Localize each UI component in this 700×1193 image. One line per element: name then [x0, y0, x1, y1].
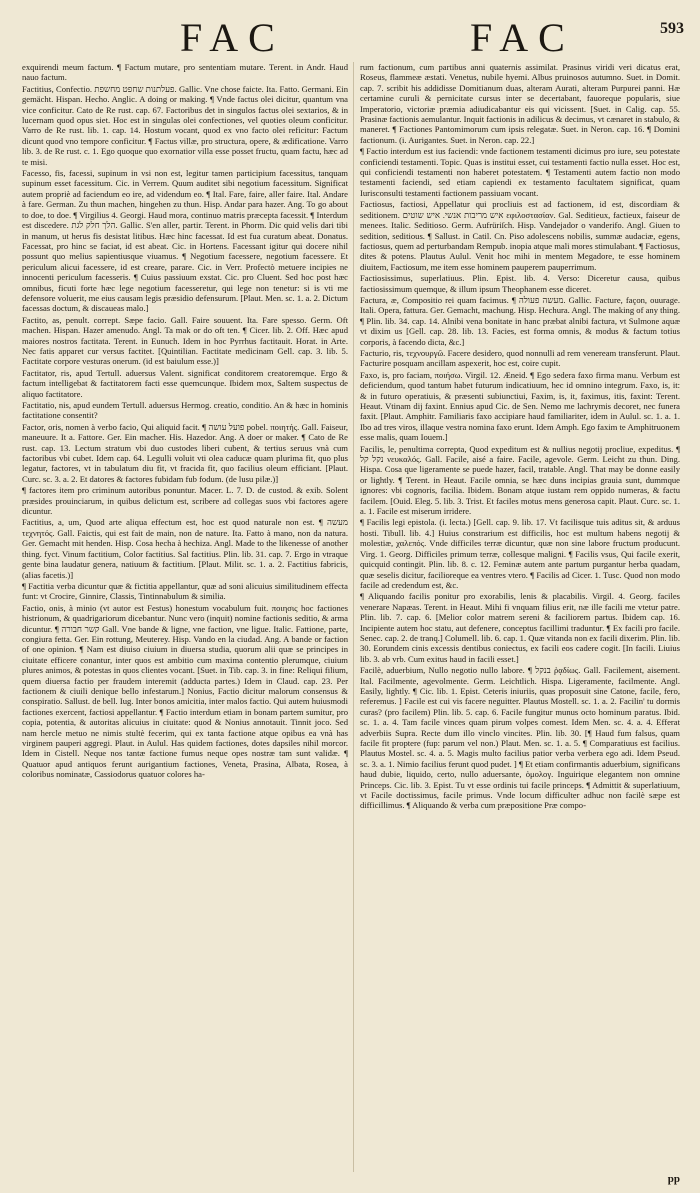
column-right	[360, 62, 680, 1172]
entry-paragraph: Facesso, fis, facessi, supinum in vsi non est, legitur tamen participium facessitus, tanquam supinum esset facessitum. Cic. in Verrem. Quum auditet sibi negotium facessitum. Significat autem propriè ad faciendum eo ire, ad videndum eo. ¶ Ital. Fare, faire, aller faire. Ital. Andare à fare. German. Zu thun machen, hingehen zu thun. Hisp. Andar para hazer. Ang. To go about to doe, to doe. ¶ Virgilius 4. Georgi. Haud mora, continuo matris præcepta facessit. ¶ Interdum est discedere. הלך חלק לגת. Gallic. S'en aller, partir. Terent. in Phorm. Dic quid velis dari tibi in manum, ut herus fis desistat litibus. Hæc hinc facessat. Id est fua curatum abeat. Donatus. Facessat, pro hinc se faciat, id est abeat. Cic. in Hortens. Facessant igitur qui docere nihil possunt quo melius sapientiusque viuamus. ¶ Negotium facessere, negotium facessere. Et periculum alicui facessere, id est creare, parare. Cic. in Verr. Profectò metuere incipies ne innocenti periculum facesseris. ¶ Cuius passiuum exstat. Cic. pro Cluent. Sed hoc post hæc omnibus, ficuti forte hæc lege negotium facesseretur, qui lege non tenetur: si is vti me defensore voluerit, me eius causam legis præsidio defensurum. [Plaut. Men. sc. 1. a. 2. Dictum facessas doctum, & discaueas malo.]	[22, 168, 348, 314]
page-number: 593	[660, 20, 684, 37]
entry-paragraph: Factitius, a, um, Quod arte aliqua effectum est, hoc est quod naturale non est. ¶ מעשה τεχνητός. Gall. Faictis, qui est fait de main, non de nature. Ita. Fatto à mano, non da natura. Ger. Gemacht mit henden. Hisp. Cosa hecha à hechiza. Angl. Made to the likenesse of another thing. fyct. Vinum factitium, Color factitius. Sal factitius. Plin. lib. 31. cap. 7. Ergo in vtraque gente bina laudatur genera, natiuum & factitium. [Plaut. Milit. sc. 1. a. 2. Factitius fabricis, (alias facetis.)]	[22, 517, 348, 580]
column-gutter	[353, 62, 354, 1172]
entry-paragraph: Facilè, aduerbium, Nullo negotio nullo labore. ¶ בנקל ῥᾳδίως. Gall. Facilement, aisement. Ital. Facilmente, agevolmente. Germ. Leichtlich. Hispa. Ligeramente, facilmente. Angl. Easily, lightly. ¶ Cic. lib. 1. Epist. Ceteris iniuriis, quas proposuit sine Catone, facile, fero, referemus. ] Facile est cui vis facere neguitter. Plautus Mostell. sc. 1. a. 2. Facilin' tu dormis curas? (pro facilem) Plin. lib. 5. cap. 6. Facile fungitur munus octo hominum paratus. Ibid. sc. 1. a. 4. Tam facile vinces quam pirum volpes comest. Idem Men. sc. 4. a. 4. Efferat adverbiis Supra. Recte dum illo vinclo vincites. Plin. lib. 30. [¶ Haud fum falsus, quam facile fit proptere (fup: parum vel non.) Plaut. Men. sc. 1. a. 5. ¶ Comparatiuus est facilius. Plautus Mostel. sc. 4. a. 5. Magis multo facilius patior verba verbera ego adi. Idem Pseud. sc. 3. a. 1. Nimio facilius ferunt quod pudet. ] ¶ Et etiam confirmantis aduerbium, significans haud dubie, liquido, certo, nullo aduersante, ὁμολογ. Inguirique elegantem non omnine Princeps. Cic. lib. 3. Epist. Tu vt esse ordinis tui facile princeps. ¶ Admittit & superlatiuum, vt Facile doctissimus, facile primus. Vnde locum difficulter adhuc non facilè sæpe est difficillimus. ¶ Aliquando & verba cum præpositione Præ compo-	[360, 665, 680, 811]
entry-paragraph: Factito, as, penult. corrept. Sæpe facio. Gall. Faire souuent. Ita. Fare spesso. Germ. Oft machen. Hispan. Hazer amenudo. Angl. Ta mak or do oft ten. ¶ Cicer. lib. 2. Off. Hæc apud maiores nostros factitata. Terent. in Eunuch. Idem in hoc Pyrrhus factitauit. Horat. in Arte. Nec fatis apparet cur versus factitet. [Quintilian. Factitate medicinam Gell. cap. 3. lib. 5. Factitate corpore vesturas onerum. (id est baiulum esse.)]	[22, 314, 348, 367]
entry-paragraph: Factitator, ris, apud Tertull. aduersus Valent. significat conditorem creatoremque. Ergo & factum intelligebat & factitatorem facti esse quemcunque. Ibidem mox, Saltem suspectus de aliquo factitatore.	[22, 367, 348, 399]
entry-paragraph: Factiosus, factiosi, Appellatur qui procliuis est ad factionem, id est, discordiam & seditionem. איש מריבות אנשי. איש שוטים εφιλοστασίαν. Gal. Seditieux, factieux, faiseur de menees. Italic. Seditioso. Germ. Aufrüriſch. Hisp. Vandejador o vanderifo. Angl. Giuen to sedition, seditious. ¶ Sallust. in Catil. Cn. Piso adolescens nobilis, summæ audaciæ, egens, factiosus, quem ad perturbandam Rempub. inopia atque mali mores stimulabant. ¶ Factiosus, dites & potens. Plautus Aulul. Venit hoc mihi in mentem Megadore, te esse hominem diuitem, Factiosum, me item esse hominem pauperem pauperrimum.	[360, 199, 680, 272]
entry-paragraph: Factiosissimus, superlatiuus. Plin. Epist. lib. 4. Verso: Diceretur causa, quibus factiosissimum quemque, & illum ipsum Theophanem esse diceret.	[360, 273, 680, 294]
entry-paragraph: Facturio, ris, τεχνουργῶ. Facere desidero, quod nonnulli ad rem veneream transferunt. Plaut. Facturire posquam ancillam aspexerit, hoc est, coire cupit.	[360, 347, 680, 369]
entry-paragraph: ¶ Factio interdum est ius faciendi: vnde factionem testamenti dicimus pro iure, seu potestate conficiendi testamenti. Topic. Quas is institui esset, cui testamenti factio nulla esset. Hoc est, qui conficiendi testamenti non haberet potestatem. ¶ Testamenti autem factio non modo testamenti faciendi, sed etiam capiendi ex testamento facultatem significat, quam Iurisconsulti testamenti factionem passiuam vocant.	[360, 146, 680, 198]
entry-paragraph: Factor, oris, nomen à verbo facio, Qui aliquid facit. ¶ פועל עושה pobel. ποιητής. Gall. Faiseur, maneuure. It a. Fattore. Ger. Ein macher. His. Hazedor. Ang. A doer or maker. ¶ Cato de Re rust. cap. 13. Lectum stratum vbi duo custodes liberi cubent, & tertius seruus vnà cum factoribus vbi cubet. Idem cap. 64. Legulli voluit vti olea caducæ quam plurima fit, quo plus legatur, factores, vt in tabulatum diu fit, vt fracida fit, quo facilius oleum efficiant. [Plaut. Curc. sc. 3. a. 2. Et datores & factores fubidam fub fodum. (de lusu pilæ.)]	[22, 421, 348, 484]
entry-paragraph: exquirendi meum factum. ¶ Factum mutare, pro sententiam mutare. Terent. in Andr. Haud nauo factum.	[22, 62, 348, 83]
entry-paragraph: ¶ Facilis legi epistola. (i. lecta.) [Gell. cap. 9. lib. 17. Vt facilisque tuis aditus sit, & arduus hosti. Tibull. lib. 4.] Huius constrarium est difficilis, hoc est multum habens negotij & molestiæ, χαλεπός. Vnde difficiles terræ dicuntur, quæ non sine labore fructum producunt. Virg. 1. Georg. Difficiles primum terræ, collesque maligni. ¶ Facilis vsus, Qui facile exerit, quicquid contingit. Plin. lib. 8. c. 12. Feminæ autem ante partum purgantur herba quadam, quæ seselis dicitur, facilioreque ea ventres vtero. ¶ Facilis ad Cicer. 1. Tusc. Quod non modo facile ad credendum est, &c.	[360, 517, 680, 590]
entry-paragraph: Factura, æ, Compositio rei quam facimus. ¶ מעשה פעולה. Gallic. Facture, façon, ouurage. Itali. Opera, fattura. Ger. Gemacht, machung. Hisp. Hechura. Angl. The making of any thing. ¶ Plin. lib. 34. cap. 14. Alnibi vena bonitate in hanc præbat alnibi factura, vt Sulmone aquæ vt dixim us [Gell. cap. 28. lib. 13. Facies, est forma omnis, & modus & factum totius corporis, à facendo dicta, &c.]	[360, 294, 680, 347]
running-head-left: FAC	[180, 15, 285, 60]
entry-paragraph: Factitius, Confectio. פעלתנות שחפט מחשפת. Gallic. Vne chose faicte. Ita. Fatto. Germani. Ein gemächt. Hispan. Hecho. Anglic. A doing or making. ¶ Vnde factus olei dicitur, quantum vna vice conficitur. Cato de Re rust. cap. 67. Factoribus det in singulos factus olei sextarios, & in lucernam quod opus siet. Hoc est in singulas olei confectiones, vel quoties oleum conficitur. Varro de Re rust. lib. 1. cap. 14. Hostum vocant, quod ex vno facto olei reficitur: Factum dicunt quod vno tempore conficitur. ¶ Factus villæ, pro structura, opere, & ædificatione. Varro lib. 3. de Re rust. c. 1. Ego quoque quo exornatior villa esse posset fructu, quam factu, hæc ad te misi.	[22, 83, 348, 167]
signature-mark: pp	[667, 1173, 680, 1185]
entry-paragraph: rum factionum, cum partibus anni quaternis assimilat. Prasinus viridi veri dicatus erat, Roseus, flammeæ æstati. Venetus, nubile hyemi. Albus pruinosos autumno. Suet. in Domit. cap. 7. scribit his addidisse Domitianum duas, alteram Aurati, alteram Purpurei panni. Hæ certamine curuli & pernicitate cursus inter se decertabant, fauoreque popularis, siue Imperatorio, victoriæ præmia adiudicabantur eis qui vicissent. [Suet. in Calig. cap. 55. Prasinæ factionis aemulantur. Inquit factionis in adilicus & decimus, vt cænaret in stabulo, & maneret. ¶ Factiones Pantomimorum cum ipsis relegatæ. Suet. in Neron. cap. 16. ¶ Domini factionum. (i. Aurigantes. Suet. in Neron. cap. 22.]	[360, 62, 680, 145]
entry-paragraph: Faxo, is, pro faciam, ποιήσω. Virgil. 12. Æneid. ¶ Ego sedera faxo firma manu. Verbum est deficiendum, quod tantum habet futurum indicatiuum, hec id omnino integrum. Faxo, is, it: & in futuro operatiuis, & præsenti subiunctiui, Faxim, is, it, faximus, itis, faxint: Terent. Heaut. Vtinam dij faxint. Ennius apud Cic. de Sen. Nemo me lachrymis decoret, nec funera faxit. [Plaut. Amphitr. Familiaris faxo accipiare haud familiariter, idem in Aulul. sc. 1. a. 1. Ibo ad tres viros, illaque vestra nomina faxo erunt. Idem Amph. Ego faxim te Amphitruonem esse malis, quam Iouem.]	[360, 369, 680, 443]
entry-paragraph: ¶ Factitia verba dicuntur quæ & fictitia appellantur, quæ ad soni alicuius similitudinem effecta funt: vt Crocire, Ginnire, Classis, Tintinnabulum & similia.	[22, 580, 348, 602]
entry-paragraph: ¶ Aliquando facilis ponitur pro exorabilis, lenis & placabilis. Virgil. 4. Georg. faciles venerare Napæas. Terent. in Heaut. Mihi fi vnquam filius erit, næ ille facili me vtetur patre. Plin. lib. 7. cap. 6. [Melior color matrem sereni & faciliorem partus. Ibidem cap. 16. Incipiente autem hoc statu, aut defenere, conceptus facillimi traduntur. ¶ Ex facili pro facile. Senec. cap. 2. de tranq.] Columell. lib. 6. cap. 1. Quæ vitanda non ex facili dixerim. Plin. lib. 30. Eorundem cinis excessis dentibus coniectus, ex facili eos cadere cogit. [In facili. Liuius lib. 3. ab vrb. Cum exitus haud in facili esset.]	[360, 591, 680, 664]
entry-paragraph: Facilis, le, penultima correpta, Quod expeditum est & nullius negotij procliue, expeditus. ¶ נקל קל νευκαλός. Gall. Facile, aisé a faire. Facile, agevole. Germ. Leicht zu thun. Ding. Hispa. Cosa que ligeramente se puede hazer, facil, tratable. Angl. That may be donne easily or lightly. ¶ Terent. in Heaut. Facile omnia, se hæc duns incipias grauia sunt, dummque ignores: vbi cognoris, facilia. Ibidem. Bonam atque iustam rem oppido numeras, & factu facilem. [Ouid. Eleg. 5. lib. 3. Trist. Et faciles motus mens generosa capit. Plaut. Curc. sc. 1. a. 1. Facile est miserum irridere.	[360, 443, 680, 517]
entry-paragraph: Factio, onis, à minio (vt autor est Festus) honestum vocabulum fuit. ποιησις hoc factiones histrionum, & quadrigariorum dicebantur. Nunc vero (inquit) nomine factionis seditio, & arma dicuntur. ¶ קשר חבורה Gall. Vne bande & ligne, vne faction, vne ligue. Italic. Fattione, parte, congiura fetta. Ger. Ein rottung, Meuterey. Hisp. Vando en la ciudad. Ang. A bande or faction of one opinion. ¶ Nam est diuiso ciuium in diuersa studia, quorum alii quæ se principes in ciuitate efficere conantur, inter quos est ambitio cum maxima contentio plerumque, ciuium plures animos, & potestas in quos clientes vocant. [Suet. in Tib. cap. 3. in fine: Reliqui filium, quem diuersa factio per fraudem interemit (adducta partes.) Idem in Claud. cap. 23. Per factionem & ciuili denique bello infestarum.] Nonius, Factio dicitur malorum consensus & conspiratio. Sallust. de bell. Iug. Inter bonos amicitia, inter malos factio. Qui autem huiusmodi factiones exercent, factiosi appellantur. ¶ Factio interdum etiam in bonam partem sumitur, pro copia, potentia, & autoritas alicuius in ciuitate: quod & Nonius annotauit. Tinnit joco. Sed nam hercle metuo ne nimis stultè fecerim, qui ex tanta factione atque opibus ea vnà has virginem pauperi aggregi. Plaut. in Aulul. Has quidem factiones, dotes dapsiles nihil morcor. Idem in Cistell. Neque nos tantæ factione fumus neque opes nostræ tam sunt validæ. ¶ Quatuor apud antiquos ferunt aurigantium factiones, Veneta, Prasina, Albata, Rosea, à coloribus nominatæ, Cassiodorus quatuor colores ha-	[22, 602, 348, 780]
running-head-right: FAC	[470, 15, 575, 60]
entry-paragraph: ¶ factores item pro criminum autoribus ponuntur. Macer. L. 7. D. de custod. & exib. Solent præsides prouinciarum, in quibus delictum est, scribere ad collegas suos vbi factores agere dicuntur.	[22, 485, 348, 517]
column-left	[22, 62, 348, 1172]
entry-paragraph: Factitatio, nis, apud eundem Tertull. aduersus Hermog. creatio, conditio. An & hæc in hominis factitatione consentit?	[22, 400, 348, 421]
